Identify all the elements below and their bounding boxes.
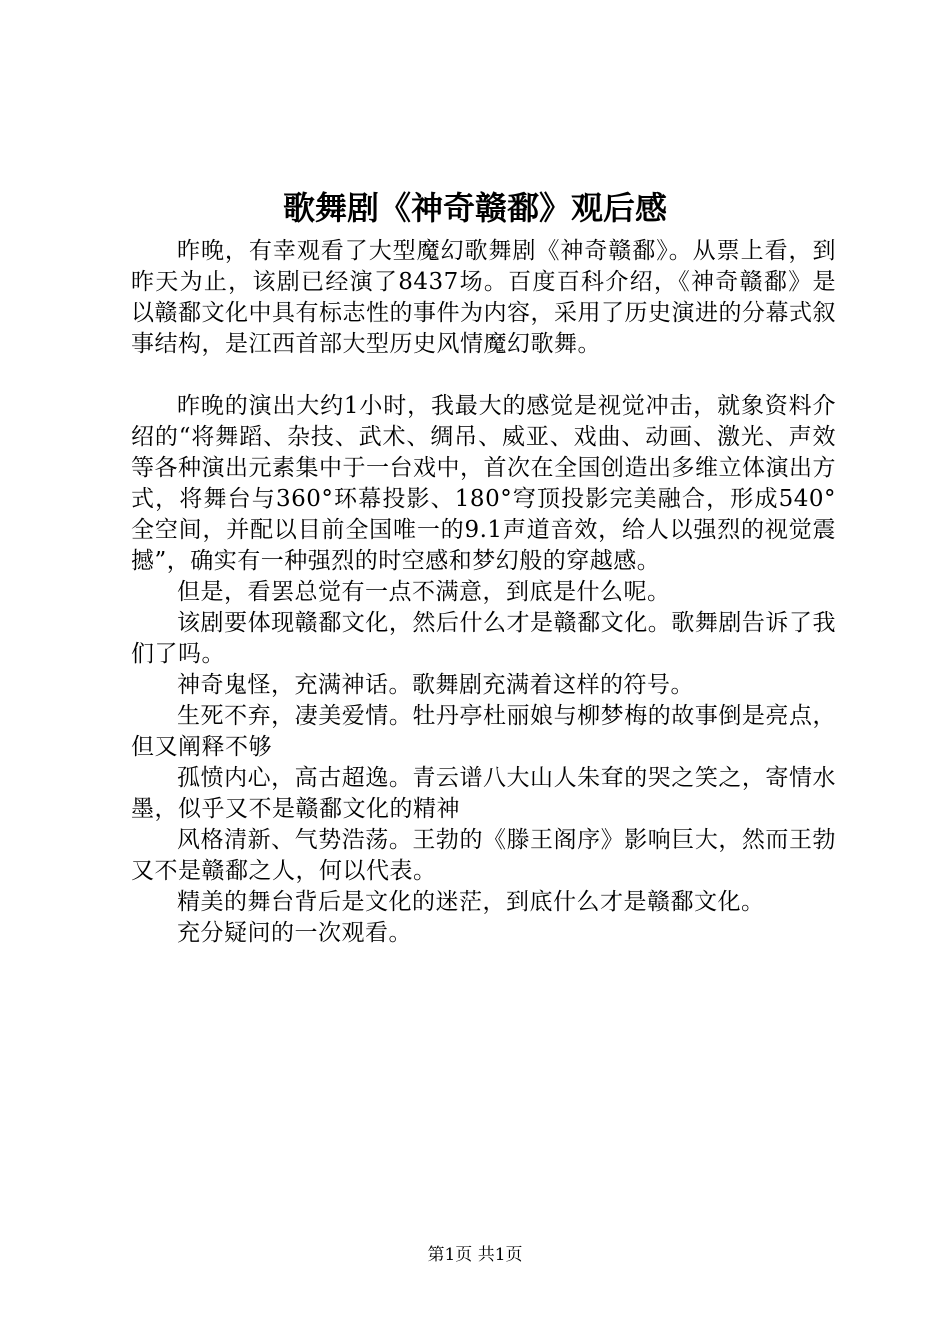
paragraph-6: 生死不弃，凄美爱情。牡丹亭杜丽娘与柳梦梅的故事倒是亮点，但又阐释不够 bbox=[131, 703, 836, 760]
paragraph-3: 但是，看罢总觉有一点不满意，到底是什么呢。 bbox=[177, 579, 671, 605]
paragraph-8: 风格清新、气势浩荡。王勃的《滕王阁序》影响巨大，然而王勃又不是赣鄱之人，何以代表。 bbox=[131, 827, 836, 884]
paragraph-7: 孤愤内心，高古超逸。青云谱八大山人朱耷的哭之笑之，寄情水墨，似乎又不是赣鄱文化的精神 bbox=[131, 765, 836, 822]
paragraph-9: 精美的舞台背后是文化的迷茫，到底什么才是赣鄱文化。 bbox=[177, 889, 765, 915]
document-title: 歌舞剧《神奇赣鄱》观后感 bbox=[282, 189, 667, 227]
paragraph-10: 充分疑问的一次观看。 bbox=[177, 920, 412, 946]
document-body bbox=[131, 236, 836, 949]
page-footer: 第1页 共1页 bbox=[427, 1245, 523, 1265]
paragraph-4: 该剧要体现赣鄱文化，然后什么才是赣鄱文化。歌舞剧告诉了我们了吗。 bbox=[131, 610, 836, 667]
paragraph-2: 昨晚的演出大约1小时，我最大的感觉是视觉冲击，就象资料介绍的“将舞蹈、杂技、武术、绸吊、威亚、戏曲、动画、激光、声效等各种演出元素集中于一台戏中，首次在全国创造出多维立体演出方式，将舞台与360°环幕投影、180°穹顶投影完美融合，形成540°全空间，并配以目前全国唯一的9.1声道音效，给人以强烈的视觉震撼”，确实有一种强烈的时空感和梦幻般的穿越感。 bbox=[131, 393, 836, 574]
paragraph-1: 昨晚，有幸观看了大型魔幻歌舞剧《神奇赣鄱》。从票上看，到昨天为止，该剧已经演了8437场。百度百科介绍，《神奇赣鄱》是以赣鄱文化中具有标志性的事件为内容，采用了历史演进的分幕式叙事结构，是江西首部大型历史风情魔幻歌舞。 bbox=[131, 238, 836, 357]
paragraph-5: 神奇鬼怪，充满神话。歌舞剧充满着这样的符号。 bbox=[177, 672, 694, 698]
